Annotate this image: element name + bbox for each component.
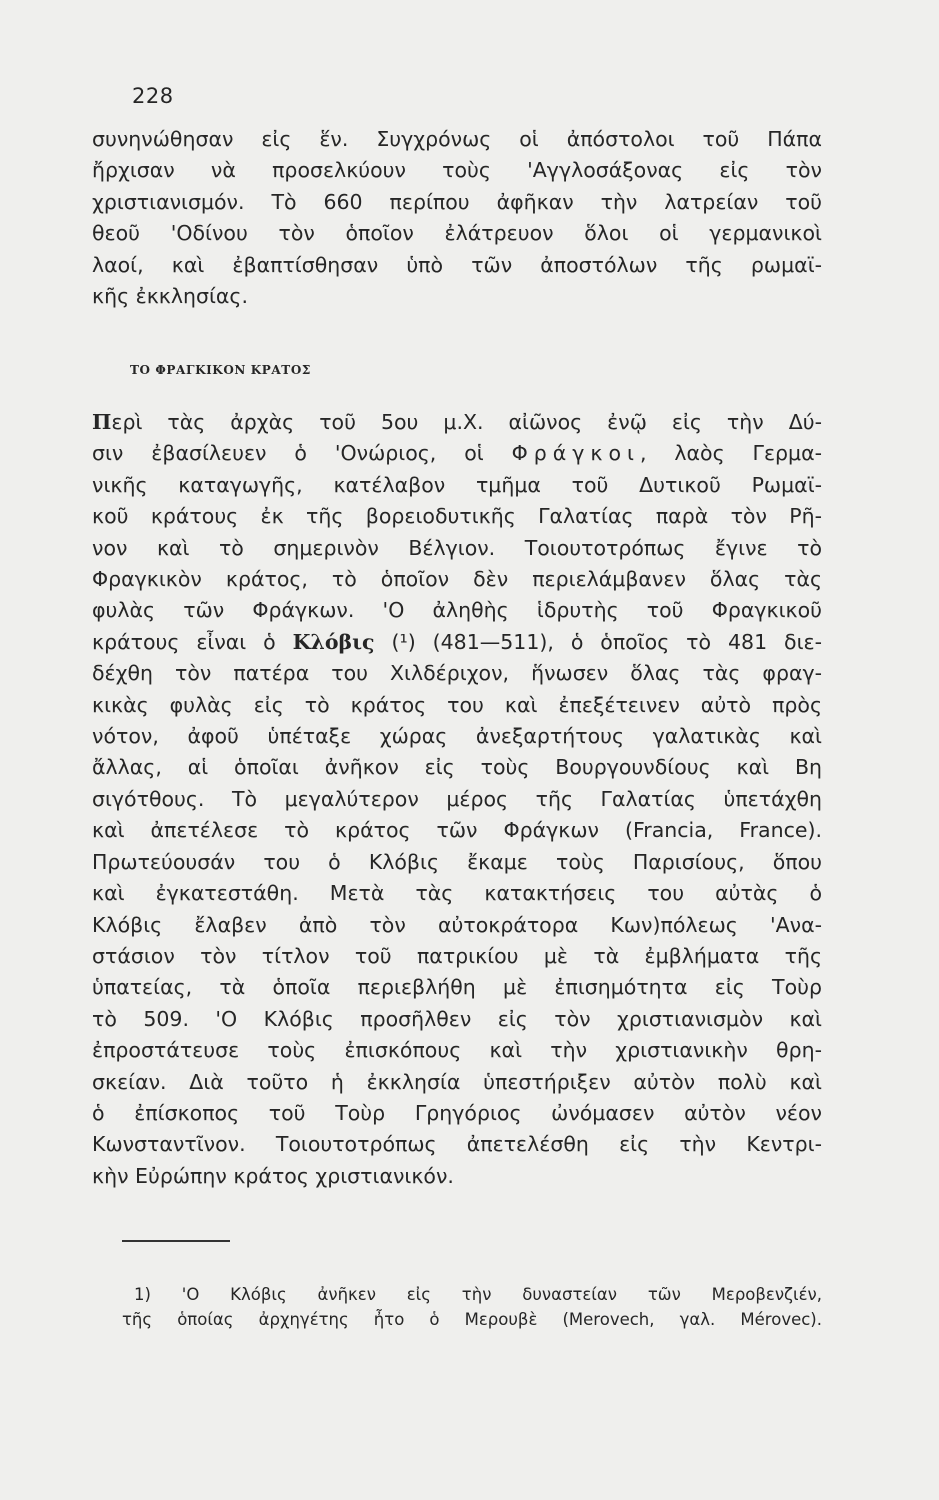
text-line: κικὰς φυλὰς εἰς τὸ κράτος του καὶ ἐπεξέτεινεν αὐτὸ πρὸς bbox=[92, 692, 822, 717]
bold-name: Κλόβις bbox=[292, 629, 375, 654]
text-line bbox=[92, 627, 822, 658]
page-number: 228 bbox=[132, 84, 174, 108]
text-line: Κλόβις ἔλαβεν ἀπὸ τὸν αὐτοκράτορα Κων)πόλεως 'Ανα- bbox=[92, 912, 822, 937]
text-line: Πρωτεύουσάν του ὁ Κλόβις ἔκαμε τοὺς Παρισίους, ὅπου bbox=[92, 849, 822, 874]
footnote-line: τῆς ὁποίας ἀρχηγέτης ἦτο ὁ Μερουβὲ (Merovech, γαλ. Mérovec). bbox=[122, 1310, 822, 1329]
text-line: νον καὶ τὸ σημερινὸν Βέλγιον. Τοιουτοτρόπως ἔγινε τὸ bbox=[92, 535, 822, 560]
text-line: ὁ ἐπίσκοπος τοῦ Τοὺρ Γρηγόριος ὠνόμασεν αὐτὸν νέον bbox=[92, 1100, 822, 1125]
text-line: χριστιανισμόν. Τὸ 660 περίπου ἀφῆκαν τὴν λατρείαν τοῦ bbox=[92, 189, 822, 214]
drop-cap: Π bbox=[92, 410, 112, 434]
text-line: Φραγκικὸν κράτος, τὸ ὁποῖον δὲν περιελάμβανεν ὅλας τὰς bbox=[92, 567, 822, 592]
text-line: σιγότθους. Τὸ μεγαλύτερον μέρος τῆς Γαλατίας ὑπετάχθη bbox=[92, 786, 822, 811]
text-line: ἐπροστάτευσε τοὺς ἐπισκόπους καὶ τὴν χριστιανικὴν θρη- bbox=[92, 1038, 822, 1063]
text-line bbox=[92, 407, 822, 438]
footnote-rule bbox=[122, 1240, 230, 1242]
text-line: δέχθη τὸν πατέρα του Χιλδέριχον, ἥνωσεν ὅλας τὰς φραγ- bbox=[92, 661, 822, 686]
footnote-line: 1) 'Ο Κλόβις ἀνῆκεν εἰς τὴν δυναστείαν τῶν Μεροβενζιέν, bbox=[134, 1285, 822, 1304]
text-line: κοῦ κράτους ἐκ τῆς βορειοδυτικῆς Γαλατίας παρὰ τὸν Ρῆ- bbox=[92, 504, 822, 529]
text-line: κῆς ἐκκλησίας. bbox=[92, 284, 248, 309]
paragraph-frankish-kingdom bbox=[92, 407, 822, 1192]
text-fragment: κράτους εἶναι ὁ bbox=[92, 629, 293, 654]
text-fragment: (¹) (481—511), ὁ ὁποῖος τὸ 481 διε- bbox=[374, 629, 823, 654]
text-line: καὶ ἐγκατεστάθη. Μετὰ τὰς κατακτήσεις του αὐτὰς ὁ bbox=[92, 881, 822, 906]
section-heading: ΤΟ ΦΡΑΓΚΙΚΟΝ ΚΡΑΤΟΣ bbox=[130, 363, 311, 377]
spaced-word: Φράγκοι bbox=[511, 441, 640, 466]
text-line: σκείαν. Διὰ τοῦτο ἡ ἐκκλησία ὑπεστήριξεν αὐτὸν πολὺ καὶ bbox=[92, 1069, 822, 1094]
text-line: συνηνώθησαν εἰς ἕν. Συγχρόνως οἱ ἀπόστολοι τοῦ Πάπα bbox=[92, 127, 822, 151]
text-line: στάσιον τὸν τίτλον τοῦ πατρικίου μὲ τὰ ἐμβλήματα τῆς bbox=[92, 943, 822, 968]
text-line: νότον, ἀφοῦ ὑπέταξε χώρας ἀνεξαρτήτους γαλατικὰς καὶ bbox=[92, 724, 822, 749]
text-line: κὴν Εὐρώπην κράτος χριστιανικόν. bbox=[92, 1163, 454, 1188]
text-line: τὸ 509. 'Ο Κλόβις προσῆλθεν εἰς τὸν χριστιανισμὸν καὶ bbox=[92, 1006, 822, 1031]
text-line: ἄλλας, αἱ ὁποῖαι ἀνῆκον εἰς τοὺς Βουργουνδίους καὶ Βη bbox=[92, 755, 822, 780]
text-line: ὑπατείας, τὰ ὁποῖα περιεβλήθη μὲ ἐπισημότητα εἰς Τοὺρ bbox=[92, 975, 822, 1000]
paragraph-intro bbox=[92, 124, 822, 312]
footnote bbox=[122, 1282, 822, 1332]
text-fragment: , λαὸς Γερμα- bbox=[639, 441, 822, 466]
text-line: καὶ ἀπετέλεσε τὸ κράτος τῶν Φράγκων (Francia, France). bbox=[92, 818, 822, 843]
text-line: νικῆς καταγωγῆς, κατέλαβον τμῆμα τοῦ Δυτικοῦ Ρωμαϊ- bbox=[92, 472, 822, 497]
text-line: φυλὰς τῶν Φράγκων. 'Ο ἀληθὴς ἱδρυτὴς τοῦ Φραγκικοῦ bbox=[92, 598, 822, 623]
text-line: ἤρχισαν νὰ προσελκύουν τοὺς 'Αγγλοσάξονας εἰς τὸν bbox=[92, 158, 822, 183]
text-line: θεοῦ 'Οδίνου τὸν ὁποῖον ἐλάτρευον ὅλοι οἱ γερμανικοὶ bbox=[92, 221, 822, 246]
text-line bbox=[92, 438, 822, 469]
text-line: Κωνσταντῖνον. Τοιουτοτρόπως ἀπετελέσθη εἰς τὴν Κεντρι- bbox=[92, 1132, 822, 1157]
text-fragment: σιν ἐβασίλευεν ὁ 'Ονώριος, οἱ bbox=[92, 441, 512, 466]
text-fragment: ερὶ τὰς ἀρχὰς τοῦ 5ου μ.Χ. αἰῶνος ἐνῷ εἰς τὴν Δύ- bbox=[111, 410, 822, 434]
text-line: λαοί, καὶ ἐβαπτίσθησαν ὑπὸ τῶν ἀποστόλων τῆς ρωμαϊ- bbox=[92, 252, 822, 277]
